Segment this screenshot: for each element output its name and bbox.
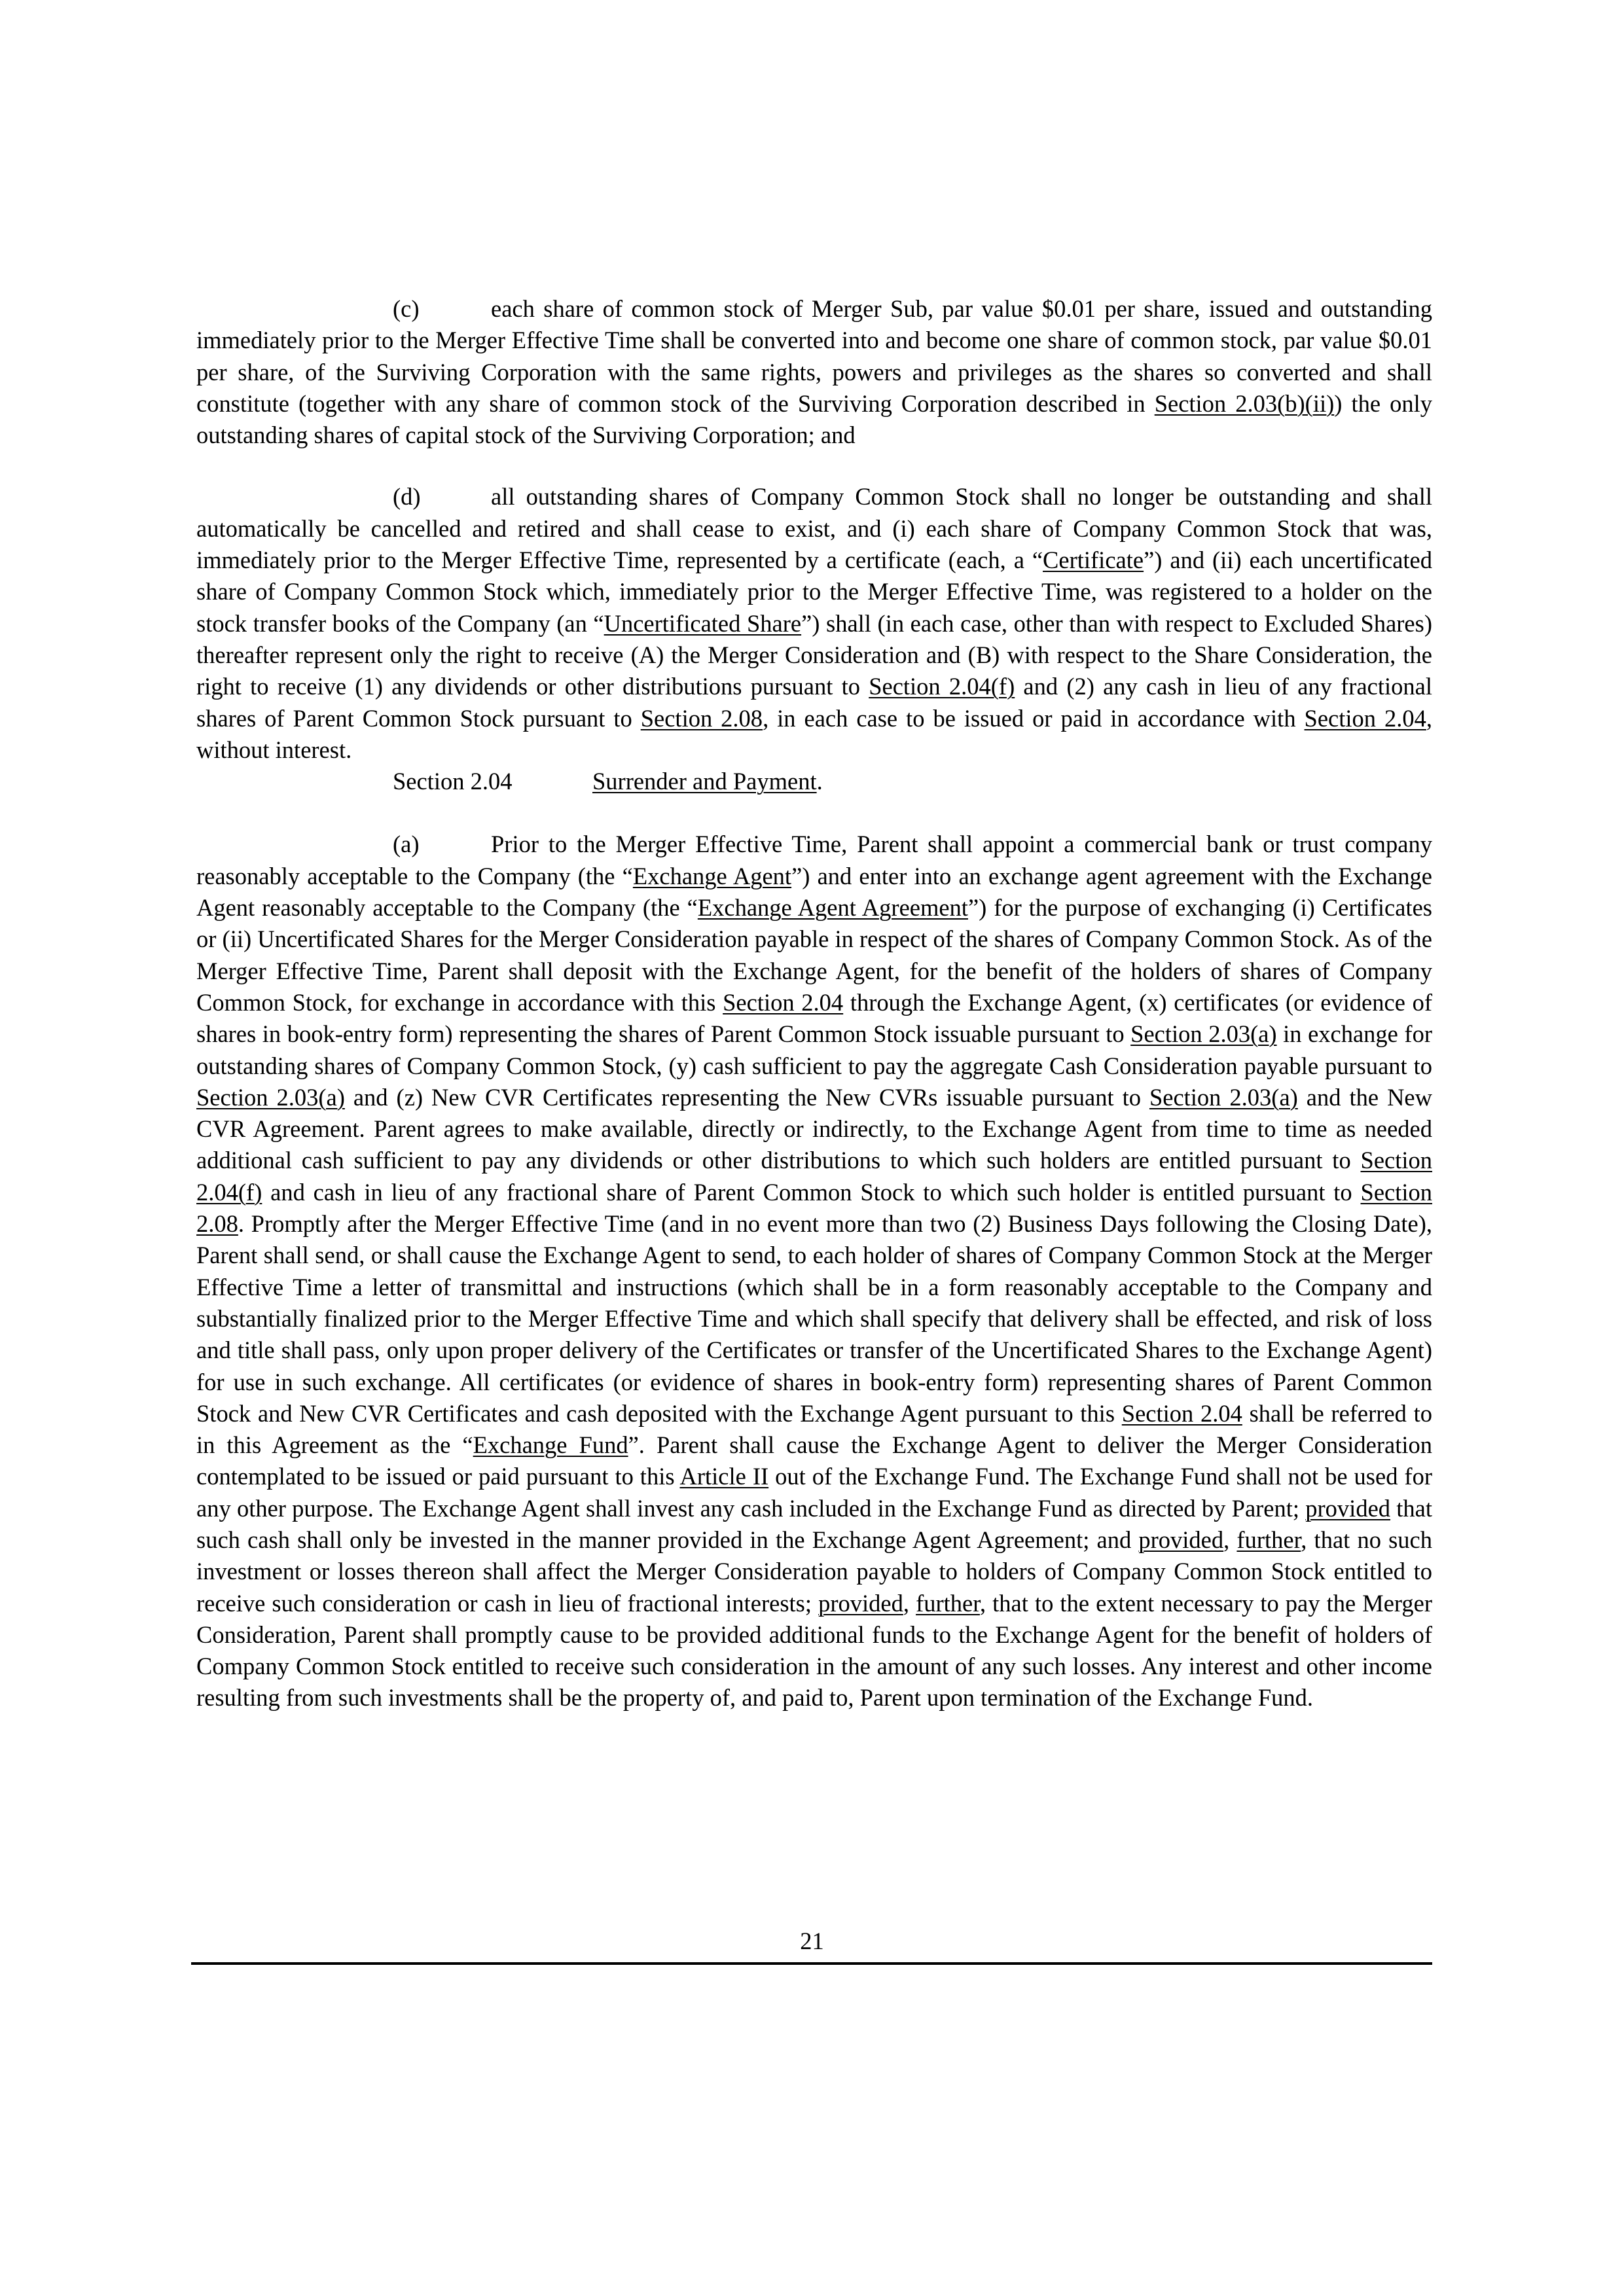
section-reference: Section 2.03(a) <box>1149 1083 1298 1111</box>
proviso-term: further <box>1236 1526 1301 1553</box>
page-number: 21 <box>800 1928 824 1954</box>
section-reference: Section 2.03(a) <box>196 1083 345 1111</box>
paragraph-text: that such cash shall only be invested in the manner provided in the Exchange Agent Agreement; and <box>196 1494 1433 1553</box>
paragraph-text: , that no such investment or losses thereon shall affect the Merger Consideration payable to holders of Company Common Stock entitled to receive such consideration or cash in lieu of fractional interests; <box>196 1526 1433 1617</box>
paragraph-text: and (2) any cash in lieu of any fractional shares of Parent Common Stock pursuant to <box>196 673 1432 732</box>
paragraph-c <box>196 293 1432 451</box>
paragraph-text: ”) and enter into an exchange agent agreement with the Exchange Agent reasonably acceptable to the Company (the “ <box>196 862 1432 922</box>
defined-term: Exchange Fund <box>473 1431 628 1459</box>
section-reference: Section 2.04 <box>1304 704 1426 732</box>
paragraph-text: ) the only outstanding shares of capital stock of the Surviving Corporation; and <box>196 389 1432 449</box>
section-title: Surrender and Payment <box>592 768 817 795</box>
paragraph-text: . Promptly after the Merger Effective Time (and in no event more than two (2) Business Days following the Closing Date), Parent shall send, or shall cause the Exchange Agent to send, to each holder of shares of Company Common Stock at the Merger Effective Time a letter of transmittal and instructions (which shall be in a form reasonably acceptable to the Company and substantially finalized prior to the Merger Effective Time and which shall specify that delivery shall be effected, and risk of loss and title shall pass, only upon proper delivery of the Certificates or transfer of the Uncertificated Shares to the Exchange Agent) for use in such exchange. All certificates (or evidence of shares in book-entry form) representing shares of Parent Common Stock and New CVR Certificates and cash deposited with the Exchange Agent pursuant to this <box>196 1210 1432 1427</box>
paragraph-label: (c) <box>393 295 420 322</box>
section-reference: Section 2.04(f) <box>869 673 1015 700</box>
section-reference: Section 2.03(b)(ii) <box>1154 389 1335 417</box>
paragraph-text: , <box>903 1589 916 1617</box>
paragraph-text: ”. Parent shall cause the Exchange Agent to deliver the Merger Consideration contemplated to be issued or paid pursuant to this <box>196 1431 1432 1490</box>
paragraph-text: ”) for the purpose of exchanging (i) Certificates or (ii) Uncertificated Shares for the Merger Consideration payable in respect of the shares of Company Common Stock. As of the Merger Effective Time, Parent shall deposit with the Exchange Agent, for the benefit of the holders of shares of Company Common Stock, for exchange in accordance with this <box>196 894 1433 1016</box>
document-page <box>196 293 1432 1714</box>
article-reference: Article II <box>679 1463 769 1490</box>
paragraph-d <box>196 481 1432 766</box>
paragraph-text: ”) shall (in each case, other than with respect to Excluded Shares) thereafter represent only the right to receive (A) the Merger Consideration and (B) with respect to the Share Consideration, the right to receive (1) any dividends or other distributions pursuant to <box>196 609 1432 700</box>
section-reference: Section 2.04 <box>723 988 844 1016</box>
section-reference: Section 2.08 <box>640 704 763 732</box>
proviso-term: provided <box>818 1589 903 1617</box>
paragraph-text: and the New CVR Agreement. Parent agrees to make available, directly or indirectly, to the Exchange Agent from time to time as needed additional cash sufficient to pay any dividends or other distributions to which such holders are entitled pursuant to <box>196 1083 1432 1174</box>
defined-term: Exchange Agent Agreement <box>697 894 968 922</box>
paragraph-text: ”) and (ii) each uncertificated share of Company Common Stock which, immediately prior to the Merger Effective Time, was registered to a holder on the stock transfer books of the Company (an “ <box>196 547 1432 637</box>
paragraph-text: out of the Exchange Fund. The Exchange Fund shall not be used for any other purpose. The Exchange Agent shall invest any cash included in the Exchange Fund as directed by Parent; <box>196 1463 1432 1522</box>
paragraph-text: through the Exchange Agent, (x) certificates (or evidence of shares in book-entry form) representing the shares of Parent Common Stock issuable pursuant to <box>196 988 1432 1048</box>
section-reference: Section 2.04 <box>1121 1399 1242 1427</box>
paragraph-text: and cash in lieu of any fractional share of Parent Common Stock to which such holder is entitled pursuant to <box>262 1178 1361 1206</box>
defined-term: Certificate <box>1043 547 1144 574</box>
proviso-term: further <box>916 1589 980 1617</box>
section-reference: Section 2.03(a) <box>1130 1020 1277 1048</box>
paragraph-text: , <box>1223 1526 1237 1553</box>
footer-rule <box>191 1962 1432 1965</box>
paragraph-a <box>196 829 1432 1713</box>
section-number: Section 2.04 <box>393 768 513 795</box>
paragraph-text: in exchange for outstanding shares of Company Common Stock, (y) cash sufficient to pay the aggregate Cash Consideration payable pursuant to <box>196 1020 1432 1079</box>
section-title-period: . <box>816 768 823 795</box>
paragraph-label: (d) <box>393 483 421 511</box>
proviso-term: provided <box>1138 1526 1224 1553</box>
defined-term: Uncertificated Share <box>604 609 802 637</box>
defined-term: Exchange Agent <box>632 862 792 889</box>
paragraph-text: all outstanding shares of Company Common Stock shall no longer be outstanding and shall automatically be cancelled and retired and shall cease to exist, and (i) each share of Company Common Stock that was, immediately prior to the Merger Effective Time, represented by a certificate (each, a “ <box>196 483 1432 574</box>
paragraph-text: shall be referred to in this Agreement as the “ <box>196 1399 1433 1459</box>
paragraph-text: Prior to the Merger Effective Time, Parent shall appoint a commercial bank or trust company reasonably acceptable to the Company (the “ <box>196 831 1432 889</box>
section-heading <box>196 766 1432 797</box>
paragraph-text: , without interest. <box>196 704 1432 763</box>
proviso-term: provided <box>1305 1494 1391 1522</box>
paragraph-text: each share of common stock of Merger Sub, par value $0.01 per share, issued and outstanding immediately prior to the Merger Effective Time shall be converted into and become one share of common stock, par value $0.01 per share, of the Surviving Corporation with the same rights, powers and privileges as the shares so converted and shall constitute (together with any share of common stock of the Surviving Corporation described in <box>196 295 1432 417</box>
paragraph-text: and (z) New CVR Certificates representing the New CVRs issuable pursuant to <box>344 1083 1149 1111</box>
paragraph-label: (a) <box>393 831 420 858</box>
paragraph-text: , that to the extent necessary to pay the Merger Consideration, Parent shall promptly cause to be provided additional funds to the Exchange Agent for the benefit of holders of Company Common Stock entitled to receive such consideration in the amount of any such losses. Any interest and other income resulting from such investments shall be the property of, and paid to, Parent upon termination of the Exchange Fund. <box>196 1589 1433 1712</box>
paragraph-text: , in each case to be issued or paid in accordance with <box>763 704 1305 732</box>
section-reference: Section 2.08 <box>196 1178 1432 1238</box>
section-reference: Section 2.04(f) <box>196 1147 1432 1206</box>
